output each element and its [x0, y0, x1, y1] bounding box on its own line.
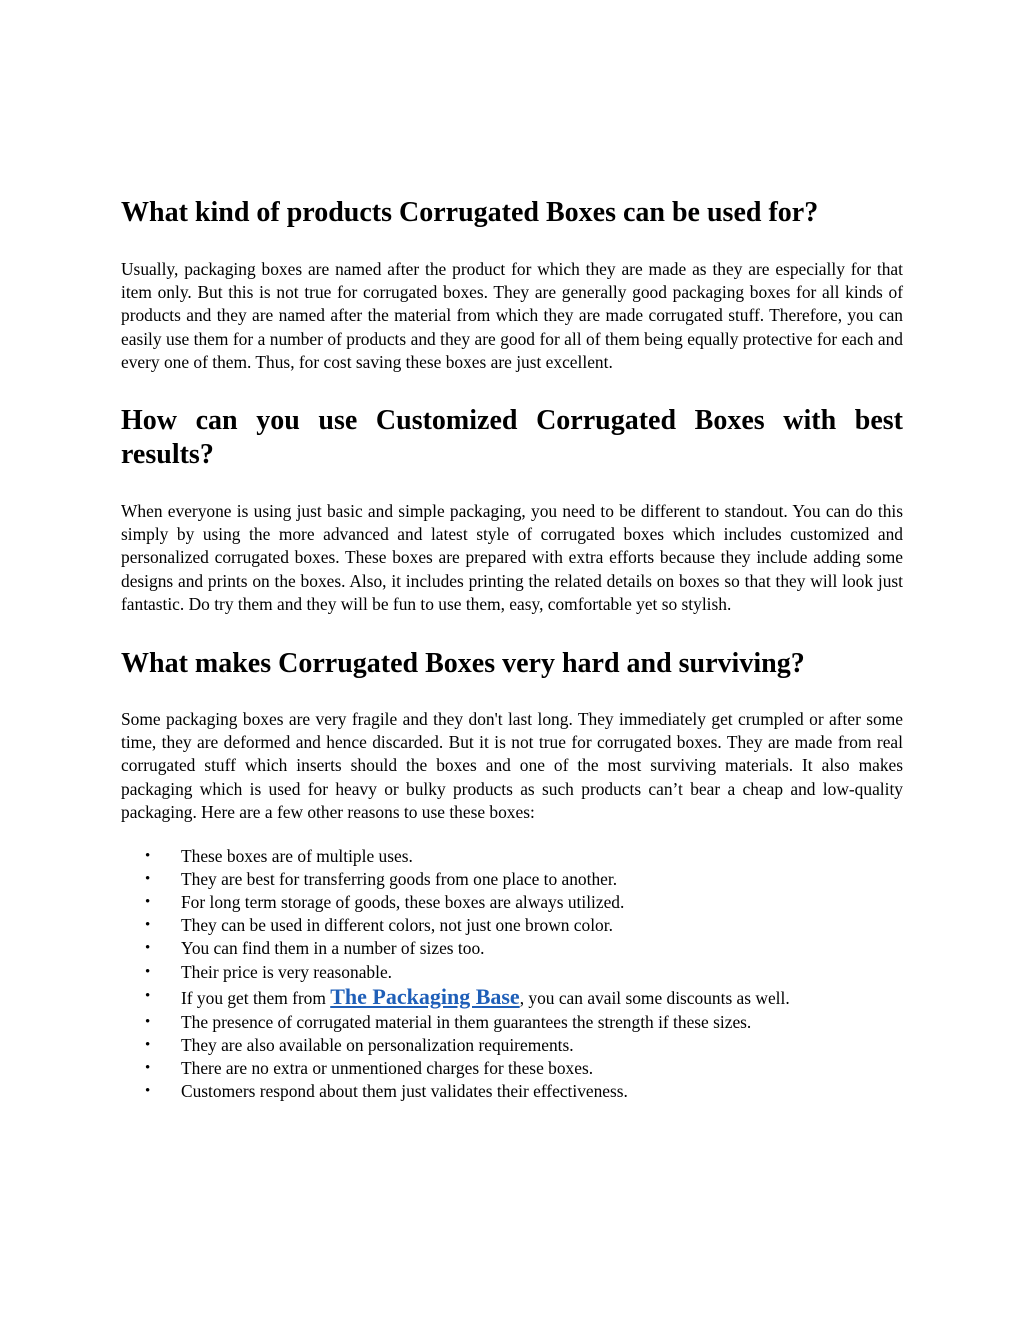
list-item	[121, 1034, 903, 1057]
list-item-text: They can be used in different colors, not just one brown color.	[181, 915, 613, 936]
bullet-icon: •	[145, 1036, 151, 1053]
bullet-icon: •	[145, 987, 151, 1004]
heading-customized-boxes: How can you use Customized Corrugated Boxes with best results?	[121, 405, 903, 471]
heading-products-usage: What kind of products Corrugated Boxes can be used for?	[121, 197, 819, 228]
bullet-icon: •	[145, 1059, 151, 1076]
list-item-text: The presence of corrugated material in them guarantees the strength if these sizes.	[181, 1011, 752, 1032]
list-item-text: There are no extra or unmentioned charges for these boxes.	[181, 1057, 594, 1078]
list-item-discount	[121, 984, 903, 1011]
list-item	[121, 961, 903, 984]
list-item-text: Their price is very reasonable.	[181, 961, 393, 982]
list-item	[121, 1057, 903, 1080]
list-item-text-after: , you can avail some discounts as well.	[519, 987, 790, 1008]
bullet-icon: •	[145, 848, 151, 865]
bullet-icon: •	[145, 940, 151, 957]
paragraph-products-usage: Usually, packaging boxes are named after the product for which they are made as they are especially for that item only. But this is not true for corrugated boxes. They are generally good packaging boxes for all kinds of products and they are named after the material from which they are made corrugated stuff. Therefore, you can easily use them for a number of products and they are good for all of them being equally protective for each and every one of them. Thus, for cost saving these boxes are just excellent.	[121, 259, 903, 372]
list-item	[121, 914, 903, 937]
list-item-text-before: If you get them from	[181, 987, 331, 1008]
list-item-text: Customers respond about them just validates their effectiveness.	[181, 1080, 628, 1101]
bullet-icon: •	[145, 917, 151, 934]
paragraph-hard-surviving: Some packaging boxes are very fragile and they don't last long. They immediately get crumpled or after some time, they are deformed and hence discarded. But it is not true for corrugated boxes. They are made from real corrugated stuff which inserts should the boxes and one of the most surviving materials. It also makes packaging which is used for heavy or bulky products as such products can’t bear a cheap and low-quality packaging. Here are a few other reasons to use these boxes:	[121, 709, 903, 822]
list-item-text: They are also available on personalization requirements.	[181, 1034, 574, 1055]
bullet-icon: •	[145, 871, 151, 888]
reasons-list	[121, 845, 903, 1103]
list-item	[121, 845, 903, 868]
paragraph-customized-boxes: When everyone is using just basic and simple packaging, you need to be different to standout. You can do this simply by using the more advanced and latest style of corrugated boxes which includes customized and personalized corrugated boxes. These boxes are prepared with extra efforts because they include adding some designs and prints on the boxes. Also, it includes printing the related details on boxes so that they will look just fantastic. Do try them and they will be fun to use them, easy, comfortable yet so stylish.	[121, 501, 903, 614]
bullet-icon: •	[145, 894, 151, 911]
list-item-text: These boxes are of multiple uses.	[181, 846, 413, 867]
list-item-text: You can find them in a number of sizes too.	[181, 938, 485, 959]
list-item-text: For long term storage of goods, these boxes are always utilized.	[181, 892, 625, 913]
document-page	[121, 196, 903, 1103]
heading-hard-surviving: What makes Corrugated Boxes very hard and surviving?	[121, 648, 805, 680]
list-item	[121, 891, 903, 914]
list-item	[121, 1011, 903, 1034]
list-item	[121, 937, 903, 960]
packaging-base-link[interactable]: The Packaging Base	[330, 983, 520, 1009]
bullet-icon: •	[145, 1013, 151, 1030]
bullet-icon: •	[145, 1082, 151, 1099]
list-item	[121, 1080, 903, 1103]
list-item-text: They are best for transferring goods from one place to another.	[181, 869, 618, 890]
list-item	[121, 868, 903, 891]
bullet-icon: •	[145, 963, 151, 980]
